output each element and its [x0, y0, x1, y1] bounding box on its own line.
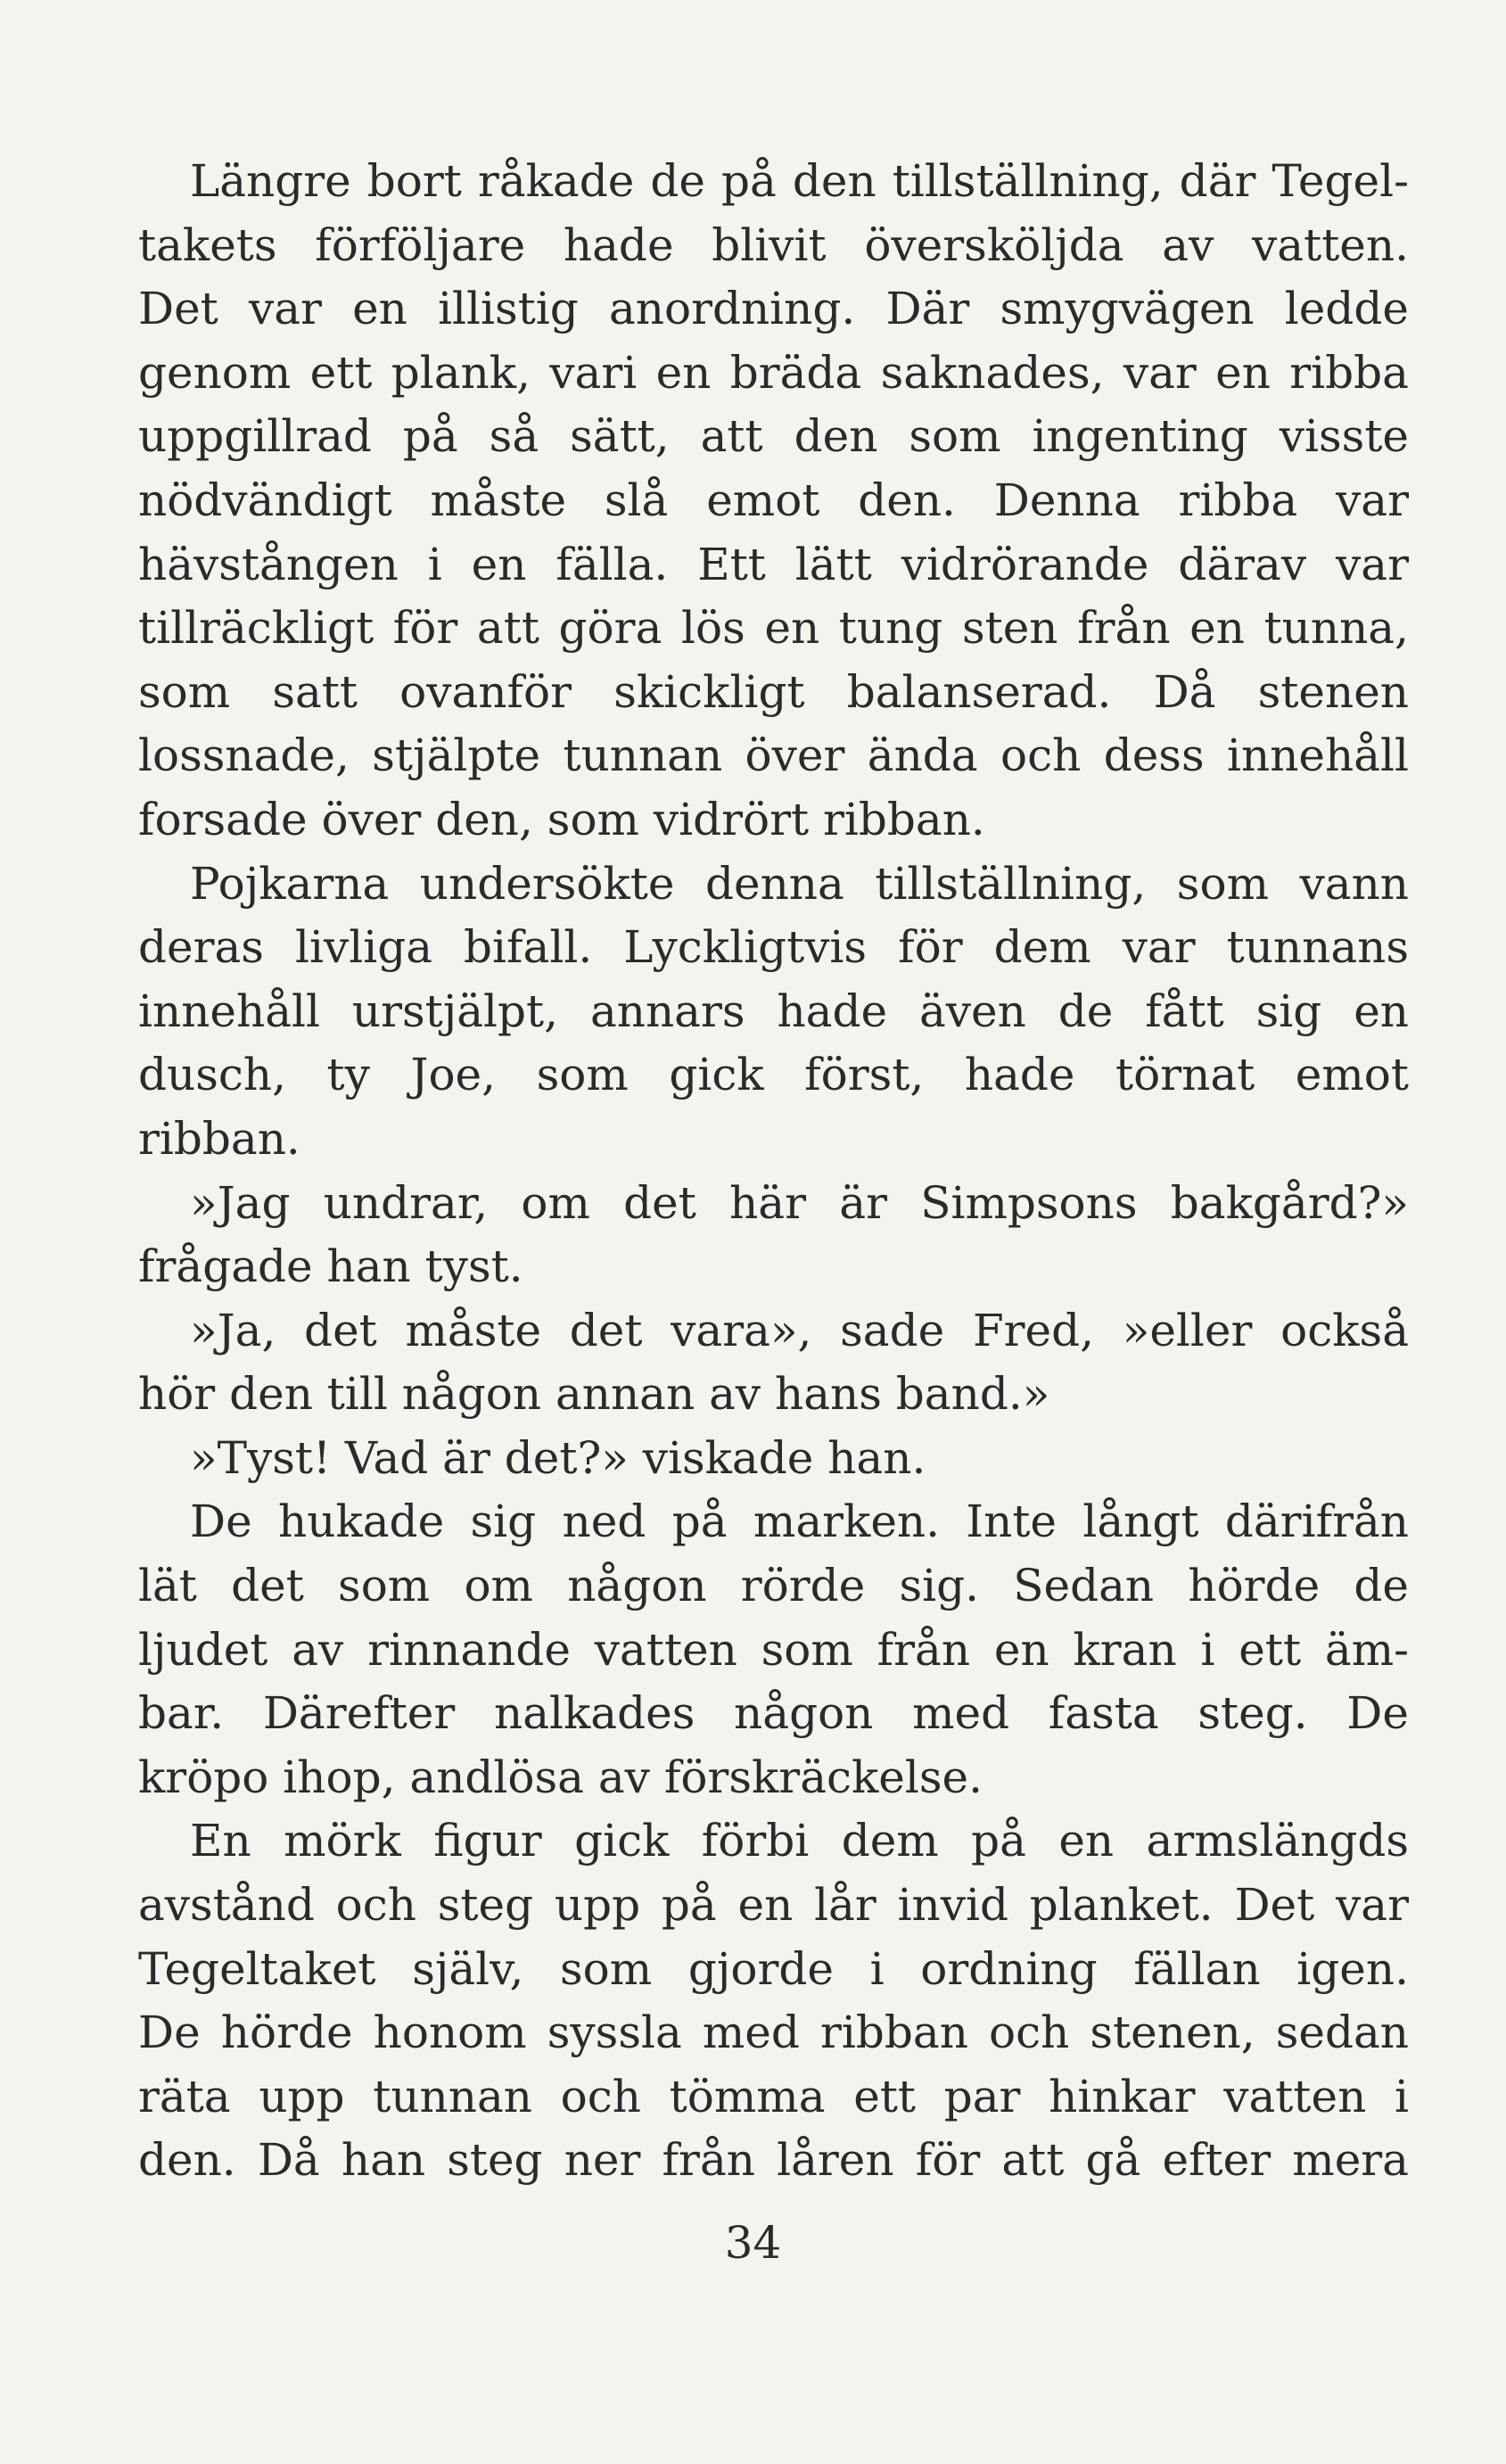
text-line: Pojkarna undersökte denna tillställning, som vann	[190, 857, 1409, 910]
text-line: nödvändigt måste slå emot den. Denna ribba var	[138, 474, 1409, 526]
text-line: lossnade, stjälpte tunnan över ända och dess innehåll	[138, 729, 1409, 782]
text-line: ljudet av rinnande vatten som från en kran i ett äm-	[138, 1623, 1409, 1676]
text-line: frågade han tyst.	[138, 1240, 523, 1293]
text-line: lät det som om någon rörde sig. Sedan hörde de	[138, 1560, 1409, 1612]
page-number: 34	[724, 2217, 782, 2269]
text-line: De hukade sig ned på marken. Inte långt därifrån	[190, 1496, 1409, 1548]
text-line: Tegeltaket själv, som gjorde i ordning fällan igen.	[138, 1942, 1409, 1995]
text-line: tillräckligt för att göra lös en tung sten från en tunna,	[138, 602, 1409, 655]
body-text	[138, 150, 1409, 2193]
text-line: avstånd och steg upp på en lår invid planket. Det var	[138, 1879, 1409, 1932]
text-line: hör den till någon annan av hans band.»	[138, 1368, 1050, 1421]
text-line: »Ja, det måste det vara», sade Fred, »eller också	[190, 1304, 1409, 1356]
text-line: dusch, ty Joe, som gick först, hade törnat emot	[138, 1049, 1409, 1101]
text-line: uppgillrad på så sätt, att den som ingenting visste	[138, 410, 1409, 463]
text-line: innehåll urstjälpt, annars hade även de fått sig en	[138, 985, 1409, 1037]
text-line: genom ett plank, vari en bräda saknades, var en ribba	[138, 346, 1409, 399]
text-line: som satt ovanför skickligt balanserad. Då stenen	[138, 665, 1409, 718]
text-line: »Tyst! Vad är det?» viskade han.	[190, 1431, 926, 1484]
text-line: bar. Därefter nalkades någon med fasta steg. De	[138, 1687, 1409, 1740]
text-line: De hörde honom syssla med ribban och stenen, sedan	[138, 2007, 1409, 2059]
text-line: hävstången i en fälla. Ett lätt vidrörande därav var	[138, 538, 1409, 590]
text-line: ribban.	[138, 1112, 300, 1165]
text-line: kröpo ihop, andlösa av förskräckelse.	[138, 1751, 983, 1803]
text-line: räta upp tunnan och tömma ett par hinkar vatten i	[138, 2070, 1409, 2122]
text-line: Längre bort råkade de på den tillställning, där Tegel-	[190, 155, 1409, 207]
text-line: En mörk figur gick förbi dem på en armslängds	[190, 1815, 1409, 1867]
text-line: »Jag undrar, om det här är Simpsons bakgård?»	[190, 1176, 1409, 1229]
text-line: den. Då han steg ner från låren för att gå efter mera	[138, 2134, 1409, 2187]
text-line: takets förföljare hade blivit översköljda av vatten.	[138, 218, 1409, 271]
text-line: deras livliga bifall. Lyckligtvis för dem var tunnans	[138, 921, 1409, 974]
text-line: Det var en illistig anordning. Där smygvägen ledde	[138, 283, 1409, 335]
text-line: forsade över den, som vidrört ribban.	[138, 793, 985, 845]
